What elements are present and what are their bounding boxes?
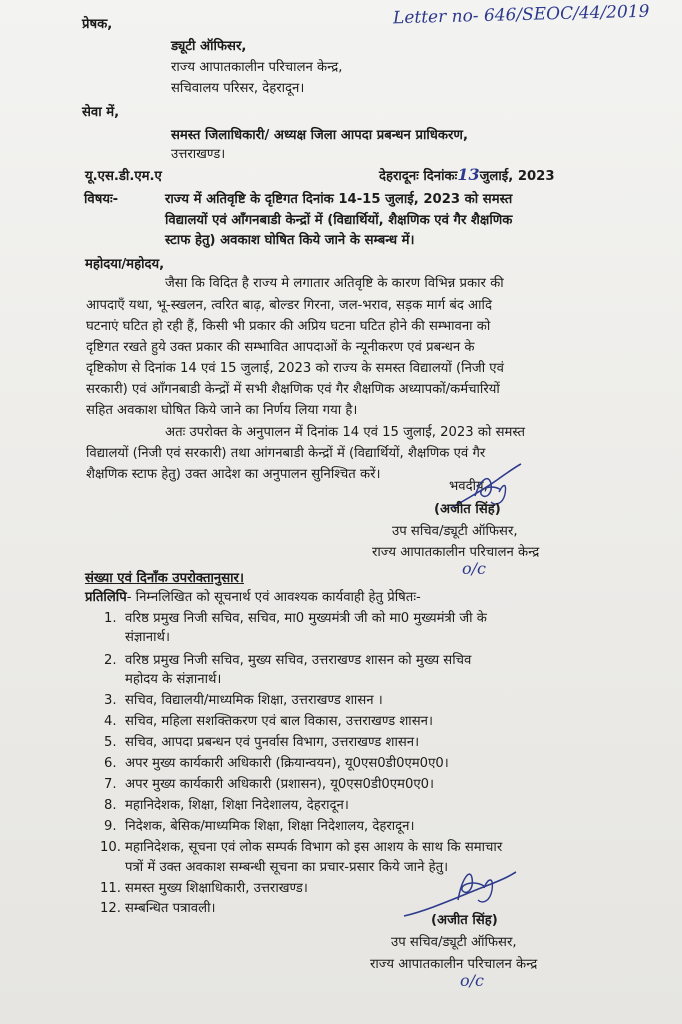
list-item: सचिव, आपदा प्रबन्धन एवं पुनर्वास विभाग, उत्तराखण्ड शासन। [125, 735, 420, 750]
oc-mark: o/c [462, 559, 486, 578]
list-item-number: 12. [100, 901, 121, 916]
sender-heading: प्रेषक, [82, 17, 113, 32]
list-item-number: 6. [104, 756, 117, 771]
sender-address: सचिवालय परिसर, देहरादून। [171, 81, 305, 96]
list-item: संज्ञानार्थ। [125, 630, 170, 645]
list-item: पत्रों में उक्त अवकाश सम्बन्धी सूचना का प्रचार-प्रसार किये जाने हेतु। [125, 860, 449, 875]
list-item-number: 8. [104, 798, 117, 813]
signatory-org: राज्य आपातकालीन परिचालन केन्द्र [372, 545, 540, 560]
list-item: महोदय के संज्ञानार्थ। [125, 672, 222, 687]
subject-line: राज्य में अतिवृष्टि के दृष्टिगत दिनांक 14-15 जुलाई, 2023 को समस्त [165, 192, 513, 207]
list-item: वरिष्ठ प्रमुख निजी सचिव, मुख्य सचिव, उत्तराखण्ड शासन को मुख्य सचिव [125, 653, 472, 668]
list-item: महानिदेशक, सूचना एवं लोक सम्पर्क विभाग को इस आशय के साथ कि समाचार [125, 840, 503, 855]
recipient-line2: उत्तराखण्ड। [171, 147, 226, 162]
sender-name: ड्यूटी ऑफिसर, [171, 39, 247, 54]
list-item-number: 9. [104, 819, 117, 834]
signatory-designation: उप सचिव/ड्यूटी ऑफिसर, [392, 524, 518, 539]
reference-code: यू.एस.डी.एम.ए [85, 169, 162, 184]
list-item-number: 1. [104, 611, 117, 626]
body-line: जैसा कि विदित है राज्य मे लगातार अतिवृष्टि के कारण विभिन्न प्रकार की [165, 276, 504, 291]
copy-heading: संख्या एवं दिनाँक उपरोक्तानुसार। [85, 571, 244, 586]
list-item-number: 10. [100, 840, 121, 855]
sender-org: राज्य आपातकालीन परिचालन केन्द्र, [171, 60, 343, 75]
list-item-number: 2. [104, 653, 117, 668]
list-item: अपर मुख्य कार्यकारी अधिकारी (क्रियान्वयन), यू0एस0डी0एम0ए0। [125, 756, 449, 771]
signatory-name: (अजीत सिंह) [434, 502, 501, 517]
body-line: घटनाएं घटित हो रही हैं, किसी भी प्रकार की अप्रिय घटना घटित होने की सम्भावना को [86, 319, 491, 334]
body-line: सहित अवकाश घोषित किये जाने का निर्णय लिया गया है। [86, 403, 358, 418]
subject-line: स्टाफ हेतु) अवकाश घोषित किये जाने के सम्बन्ध में। [165, 233, 415, 248]
date-day: 13 [457, 165, 480, 184]
signatory-designation: उप सचिव/ड्यूटी ऑफिसर, [391, 935, 517, 950]
body-line: दृष्टिगत रखते हुये उक्त प्रकार की सम्भावित आपदाओं के न्यूनीकरण एवं प्रबन्धन के [86, 340, 475, 355]
list-item-number: 5. [104, 735, 117, 750]
body-line: आपदाएँ यथा, भू-स्खलन, त्वरित बाढ़, बोल्डर गिरना, जल-भराव, सड़क मार्ग बंद आदि [86, 298, 492, 313]
copy-label: प्रतिलिपि [85, 590, 127, 605]
date-prefix: देहरादूनः दिनांकः [379, 169, 458, 184]
letter-date [379, 166, 555, 186]
date-suffix: जुलाई, 2023 [479, 169, 555, 184]
list-item: सचिव, विद्यालयी/माध्यमिक शिक्षा, उत्तराखण्ड शासन । [125, 693, 383, 708]
recipient-heading: सेवा में, [82, 105, 120, 120]
closing: भवदीय, [449, 479, 488, 494]
body-line: सरकारी) एवं आँगनबाडी केन्द्रों में सभी शैक्षणिक एवं गैर शैक्षणिक अध्यापकों/कर्मचारियों [86, 382, 500, 397]
oc-mark: o/c [460, 971, 484, 990]
list-item-number: 3. [104, 693, 117, 708]
list-item-number: 11. [100, 881, 121, 896]
list-item-number: 4. [104, 714, 117, 729]
signatory-org: राज्य आपातकालीन परिचालन केन्द्र [370, 957, 538, 972]
letter-number: Letter no- 646/SEOC/44/2019 [392, 1, 650, 29]
body-line: अतः उपरोक्त के अनुपालन में दिनांक 14 एवं 15 जुलाई, 2023 को समस्त [165, 425, 526, 440]
salutation: महोदया/महोदय, [85, 257, 165, 272]
body-line: शैक्षणिक स्टाफ हेतु) उक्त आदेश का अनुपालन सुनिश्चित करें। [86, 467, 381, 482]
list-item: समस्त मुख्य शिक्षाधिकारी, उत्तराखण्ड। [125, 881, 308, 896]
list-item: वरिष्ठ प्रमुख निजी सचिव, सचिव, मा0 मुख्यमंत्री जी को मा0 मुख्यमंत्री जी के [125, 611, 487, 626]
copy-intro-text: - निम्नलिखित को सूचनार्थ एवं आवश्यक कार्यवाही हेतु प्रेषितः- [126, 590, 421, 605]
body-line: विद्यालयों (निजी एवं सरकारी) तथा आंगनबाडी केन्द्रों में (विद्यार्थियों, शैक्षणिक एवं गैर [86, 446, 486, 461]
copy-intro [85, 589, 421, 607]
list-item-number: 7. [104, 777, 117, 792]
list-item: सचिव, महिला सशक्तिकरण एवं बाल विकास, उत्तराखण्ड शासन। [125, 714, 433, 729]
list-item: निदेशक, बेसिक/माध्यमिक शिक्षा, शिक्षा निदेशालय, देहरादून। [125, 819, 415, 834]
body-line: दृष्टिकोण से दिनांक 14 एवं 15 जुलाई, 2023 को राज्य के समस्त विद्यालयों (निजी एवं [86, 361, 504, 376]
list-item: महानिदेशक, शिक्षा, शिक्षा निदेशालय, देहरादून। [125, 798, 349, 813]
signatory-name: (अजीत सिंह) [431, 913, 498, 928]
subject-line: विद्यालयों एवं आँगनबाडी केन्द्रों में (विद्यार्थियों, शैक्षणिक एवं गैर शैक्षणिक [165, 213, 513, 228]
list-item: सम्बन्धित पत्रावली। [125, 901, 216, 916]
recipient-line1: समस्त जिलाधिकारी/ अध्यक्ष जिला आपदा प्रबन्धन प्राधिकरण, [171, 128, 468, 143]
subject-label: विषयः- [84, 192, 119, 207]
list-item: अपर मुख्य कार्यकारी अधिकारी (प्रशासन), यू0एस0डी0एम0ए0। [125, 777, 435, 792]
